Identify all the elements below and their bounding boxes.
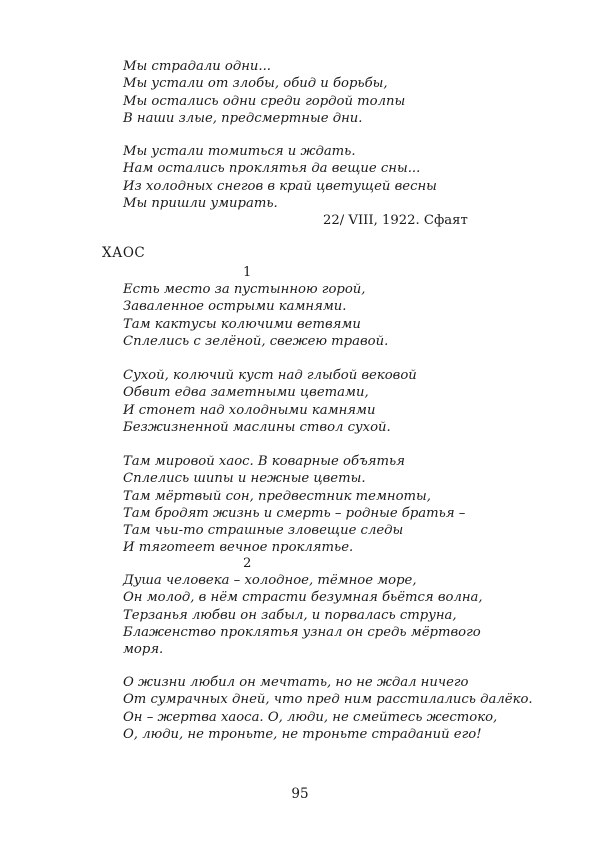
poem2-title: ХАОС [102,245,146,261]
verse-line: Терзанья любви он забыл, и порвалась струна, [123,607,457,623]
page-number: 95 [291,786,309,802]
verse-line: Мы страдали одни... [123,59,271,74]
verse-line: Сплелись шипы и нежные цветы. [123,471,366,487]
verse-line: От сумрачных дней, что пред ним расстилались далёко. [123,692,533,708]
verse-line: Из холодных снегов в край цветущей весны [123,178,437,194]
poem1-stanza1 [123,58,523,127]
verse-line: Заваленное острыми камнями. [123,299,347,315]
verse-line: Безжизненной маслины ствол сухой. [123,419,391,435]
verse-line: О жизни любил он мечтать, но не ждал ничего [123,675,469,690]
verse-line: Душа человека – холодное, тёмное море, [123,573,417,588]
verse-line: Мы остались одни среди гордой толпы [123,93,406,109]
verse-line: моря. [123,642,164,658]
poem1-signature: 22/ VIII, 1922. Сфаят [323,213,468,228]
verse-line: Есть место за пустынною горой, [123,282,366,297]
verse-line: Там бродят жизнь и смерть – родные братья – [123,505,466,521]
verse-line: Мы устали от злобы, обид и борьбы, [123,76,388,92]
part2-number: 2 [243,556,252,571]
verse-line: Там мировой хаос. В коварные объятья [123,454,405,469]
verse-line: Сухой, колючий куст над глыбой вековой [123,368,417,383]
part1-number: 1 [243,265,252,280]
poem1-stanza2 [123,143,523,212]
verse-line: Он молод, в нём страсти безумная бьётся волна, [123,590,483,606]
verse-line: Там кактусы колючими ветвями [123,316,361,332]
verse-line: И тяготеет вечное проклятье. [123,540,354,556]
verse-line: Нам остались проклятья да вещие сны... [123,161,421,177]
verse-line: Он – жертва хаоса. О, люди, не смейтесь жестоко, [123,709,498,725]
verse-line: Обвит едва заметными цветами, [123,385,369,401]
poem2-stanza5 [123,674,533,743]
verse-line: Там чьи-то страшные зловещие следы [123,523,404,539]
verse-line: И стонет над холодными камнями [123,402,376,418]
poem2-stanza3 [123,453,523,557]
verse-line: О, люди, не троньте, не троньте страданий его! [123,726,482,742]
poem2-stanza2 [123,367,523,436]
verse-line: В наши злые, предсмертные дни. [123,110,363,126]
verse-line: Там мёртвый сон, предвестник темноты, [123,488,431,504]
verse-line: Блаженство проклятья узнал он средь мёртвого [123,624,481,640]
verse-line: Сплелись с зелёной, свежею травой. [123,333,389,349]
poem2-stanza4 [123,572,523,658]
verse-line: Мы пришли умирать. [123,195,278,211]
verse-line: Мы устали томиться и ждать. [123,144,356,159]
poem2-stanza1 [123,281,523,350]
